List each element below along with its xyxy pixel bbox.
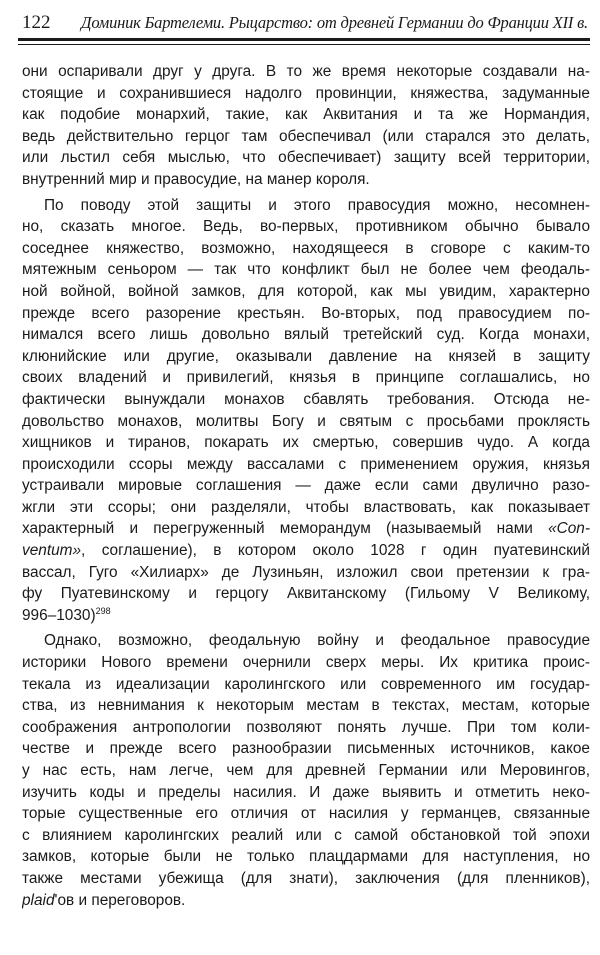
- text-line: [22, 695, 590, 717]
- text-segment: plaid: [22, 891, 55, 909]
- text-line: [22, 717, 590, 739]
- text-segment: также местами убежища (для знати), заключения (для пленников),: [22, 869, 590, 887]
- text-segment: характерный и перегруженный меморандум (называемый нами: [22, 520, 549, 538]
- text-segment: текала из идеализации каролингского или современного им государ-: [22, 675, 590, 693]
- text-line: [22, 605, 590, 627]
- text-segment: стоящие и сохранившиеся надолго провинции, княжества, задуманные: [22, 84, 590, 102]
- text-segment: Однако, возможно, феодальную войну и феодальное правосудие: [44, 632, 590, 650]
- text-segment: своих владений и привилегий, князья в принципе соглашались, но: [22, 369, 590, 387]
- text-line: [22, 760, 590, 782]
- text-segment: торые существенные его отличия от насилия у германцев, связанные: [22, 805, 590, 823]
- text-line: [22, 169, 590, 191]
- text-line: [22, 367, 590, 389]
- text-segment: или льстил себя мыслью, что обеспечивает) защиту всей территории,: [22, 149, 590, 167]
- text-line: [22, 562, 590, 584]
- text-line: [22, 652, 590, 674]
- text-line: [22, 475, 590, 497]
- text-line: [22, 803, 590, 825]
- text-segment: ства, из невнимания к некоторым местам в текстах, местам, которые: [22, 697, 590, 715]
- text-segment: но, сказать многое. Ведь, во-первых, противником обычно бывало: [22, 218, 590, 236]
- text-line: [22, 195, 590, 217]
- text-line: [22, 454, 590, 476]
- text-line: [22, 216, 590, 238]
- text-line: [22, 540, 590, 562]
- text-segment: фу Пуатевинскому и герцогу Аквитанскому (Гильому V Великому,: [22, 585, 590, 603]
- text-line: [22, 83, 590, 105]
- text-line: [22, 259, 590, 281]
- header-rule-thin: [18, 44, 590, 45]
- text-line: [22, 630, 590, 652]
- text-segment: По поводу этой защиты и этого правосудия можно, несомнен-: [44, 196, 590, 214]
- text-segment: клюнийские или другие, оказывали давление на князей в защиту: [22, 347, 590, 365]
- text-segment: нимался всего лишь довольно вялый третейский суд. Когда монахи,: [22, 326, 590, 344]
- text-segment: соображения антропологии позволяют понять лучше. При том коли-: [22, 718, 590, 736]
- text-segment: довольство монахов, молитвы Богу и святым с просьбами проклясть: [22, 412, 590, 430]
- text-line: [22, 518, 590, 540]
- text-line: [22, 147, 590, 169]
- footnote-ref: 298: [95, 605, 111, 616]
- paragraph: [22, 61, 590, 191]
- text-line: [22, 890, 590, 912]
- text-segment: как подобие монархий, такие, как Аквитания и та же Нормандия,: [22, 106, 590, 124]
- text-line: [22, 432, 590, 454]
- text-segment: , соглашение), в котором около 1028 г один пуатевинский: [81, 542, 590, 560]
- running-title: Доминик Бартелеми. Рыцарство: от древней Германии до Франции XII в.: [81, 13, 588, 32]
- text-segment: ной войной, войной замков, для которой, как мы увидим, характерно: [22, 282, 590, 300]
- text-segment: происходили ссоры между вассалами с применением оружия, князья: [22, 455, 590, 473]
- text-line: [22, 303, 590, 325]
- paragraph: [22, 630, 590, 911]
- text-segment: жгли эти ссоры; они разделяли, чтобы властвовать, как показывает: [22, 498, 590, 516]
- running-header: [22, 8, 588, 38]
- text-line: [22, 674, 590, 696]
- text-segment: у нас есть, нам легче, чем для древней Германии или Меровингов,: [22, 762, 590, 779]
- text-segment: мятежным сеньором — так что конфликт был не более чем феодаль-: [22, 261, 590, 279]
- text-line: [22, 238, 590, 260]
- text-segment: соседнее княжество, возможно, находящееся в сговоре с каким-то: [22, 239, 590, 257]
- text-segment: хищников и тиранов, покарать их смертью, совершив чудо. А когда: [22, 434, 590, 452]
- text-line: [22, 411, 590, 433]
- text-segment: «Con-: [548, 520, 590, 538]
- text-segment: с влиянием каролингских реалий или с самой обстановкой той эпохи: [22, 826, 590, 844]
- text-line: [22, 61, 590, 83]
- header-rule-thick: [18, 38, 590, 41]
- text-line: [22, 346, 590, 368]
- text-segment: ventum»: [22, 542, 82, 560]
- text-line: [22, 868, 590, 890]
- text-line: [22, 324, 590, 346]
- text-segment: 'ов и переговоров.: [54, 891, 186, 909]
- text-line: [22, 583, 590, 605]
- text-segment: они оспаривали друг у друга. В то же время некоторые создавали на-: [22, 63, 590, 80]
- text-segment: историки Нового времени очернили сверх меры. Их критика проис-: [22, 654, 590, 672]
- text-segment: изучить коды и пределы насилия. И даже выявить и отметить неко-: [22, 783, 590, 801]
- text-line: [22, 104, 590, 126]
- text-segment: замков, которые были не только плацдармами для наступления, но: [22, 848, 590, 866]
- paragraph: [22, 195, 590, 627]
- text-line: [22, 389, 590, 411]
- text-segment: прежде всего разорение крестьян. Во-вторых, под правосудием по-: [22, 304, 590, 322]
- text-segment: честве и прежде всего разнообразии письменных источников, какое: [22, 740, 590, 758]
- text-line: [22, 782, 590, 804]
- text-segment: ведь действительно герцог там обеспечивал (или старался это делать,: [22, 127, 590, 145]
- text-segment: вассал, Гуго «Хилиарх» де Лузиньян, изложил свои претензии к гра-: [22, 563, 590, 581]
- text-line: [22, 281, 590, 303]
- text-segment: фактически вынуждали монахов сбавлять требования. Отсюда не-: [22, 390, 590, 408]
- text-line: [22, 738, 590, 760]
- text-segment: 996–1030): [22, 606, 96, 624]
- text-line: [22, 846, 590, 868]
- text-segment: устраивали мировые соглашения — даже если сами двулично разо-: [22, 477, 590, 495]
- text-segment: внутренний мир и правосудие, на манер короля.: [22, 170, 370, 188]
- text-line: [22, 126, 590, 148]
- text-line: [22, 497, 590, 519]
- body-text: [22, 61, 590, 915]
- page-number: 122: [22, 12, 51, 33]
- text-line: [22, 825, 590, 847]
